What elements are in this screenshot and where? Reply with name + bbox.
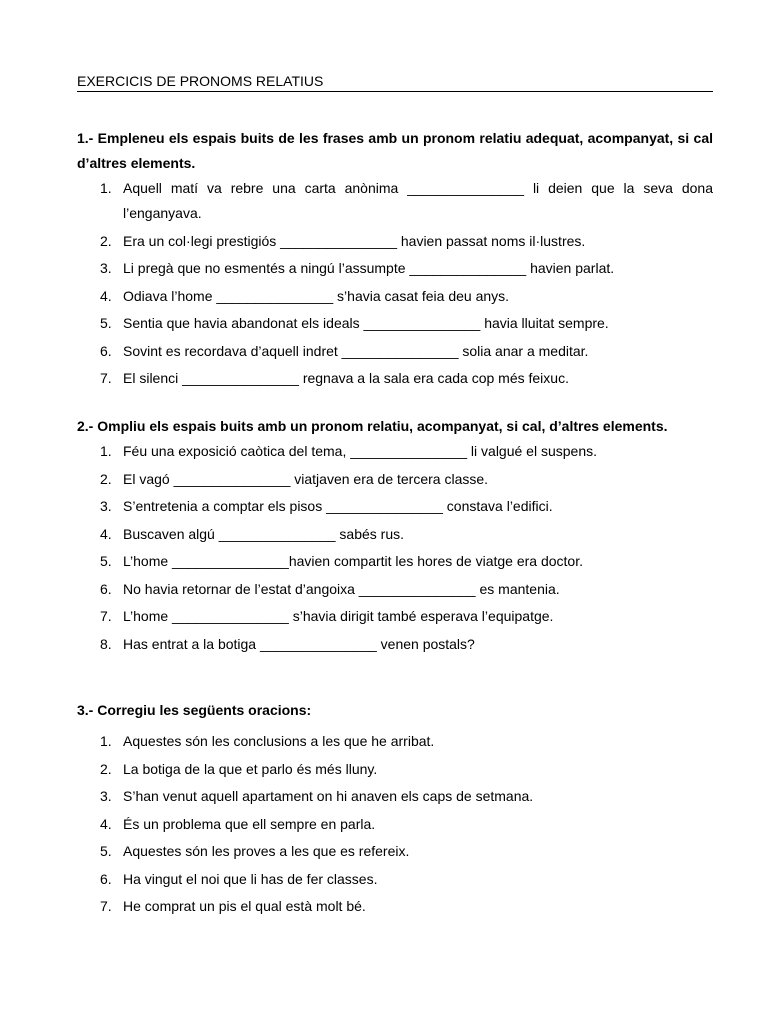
exercise-section-2 bbox=[77, 414, 713, 659]
list-item: 5. L’home _______________havien compartit les hores de viatge era doctor. bbox=[100, 553, 583, 569]
list-item: 5. Aquestes són les proves a les que es refereix. bbox=[100, 843, 410, 859]
list-item: 4. És un problema que ell sempre en parla. bbox=[100, 815, 376, 832]
list-item: 8. Has entrat a la botiga _______________ venen postals? bbox=[100, 635, 475, 652]
list-item: 6. Sovint es recordava d’aquell indret _______________ solia anar a meditar. bbox=[100, 342, 589, 359]
list-item: 1. Aquestes són les conclusions a les que he arribat. bbox=[100, 733, 435, 749]
exercise-instruction: 1.- Empleneu els espais buits de les frases amb un pronom relatiu adequat, acompanyat, si cal d’altres elements. bbox=[77, 130, 713, 171]
list-item: 3. S’han venut aquell apartament on hi anaven els caps de setmana. bbox=[100, 788, 534, 804]
exercise-list bbox=[77, 176, 713, 391]
list-item: 3. Li pregà que no esmentés a ningú l’assumpte _______________ havien parlat. bbox=[100, 260, 615, 276]
exercise-instruction: 2.- Ompliu els espais buits amb un pronom relatiu, acompanyat, si cal, d’altres elements. bbox=[77, 418, 668, 434]
list-item: 4. Buscaven algú _______________ sabés rus. bbox=[100, 525, 404, 542]
list-item: 4. Odiava l’home _______________ s’havia casat feia deu anys. bbox=[100, 287, 510, 304]
document-title: EXERCICIS DE PRONOMS RELATIUS bbox=[77, 71, 713, 92]
list-item: 6. Ha vingut el noi que li has de fer classes. bbox=[100, 870, 378, 887]
list-item: 1. Aquell matí va rebre una carta anònima _______________ li deien que la seva dona l’enganyava. bbox=[100, 180, 713, 221]
list-item: 1. Féu una exposició caòtica del tema, _______________ li valgué el suspens. bbox=[100, 443, 597, 459]
exercise-list bbox=[77, 439, 713, 657]
exercise-section-3 bbox=[77, 700, 713, 922]
list-item: 3. S’entretenia a comptar els pisos _______________ constava l’edifici. bbox=[100, 498, 553, 514]
list-item: 5. Sentia que havia abandonat els ideals _______________ havia lluitat sempre. bbox=[100, 315, 609, 331]
exercise-instruction: 3.- Corregiu les següents oracions: bbox=[77, 702, 312, 718]
exercise-section-1 bbox=[77, 126, 713, 394]
list-item: 2. La botiga de la que et parlo és més lluny. bbox=[100, 760, 378, 777]
list-item: 2. Era un col·legi prestigiós _______________ havien passat noms il·lustres. bbox=[100, 232, 586, 249]
list-item: 7. El silenci _______________ regnava a la sala era cada cop més feixuc. bbox=[100, 370, 569, 386]
list-item: 6. No havia retornar de l’estat d’angoixa _______________ es mantenia. bbox=[100, 580, 560, 597]
list-item: 2. El vagó _______________ viatjaven era de tercera classe. bbox=[100, 470, 489, 487]
exercise-list bbox=[77, 729, 713, 919]
list-item: 7. He comprat un pis el qual està molt bé. bbox=[100, 898, 366, 914]
list-item: 7. L’home _______________ s’havia dirigit també esperava l’equipatge. bbox=[100, 608, 554, 624]
